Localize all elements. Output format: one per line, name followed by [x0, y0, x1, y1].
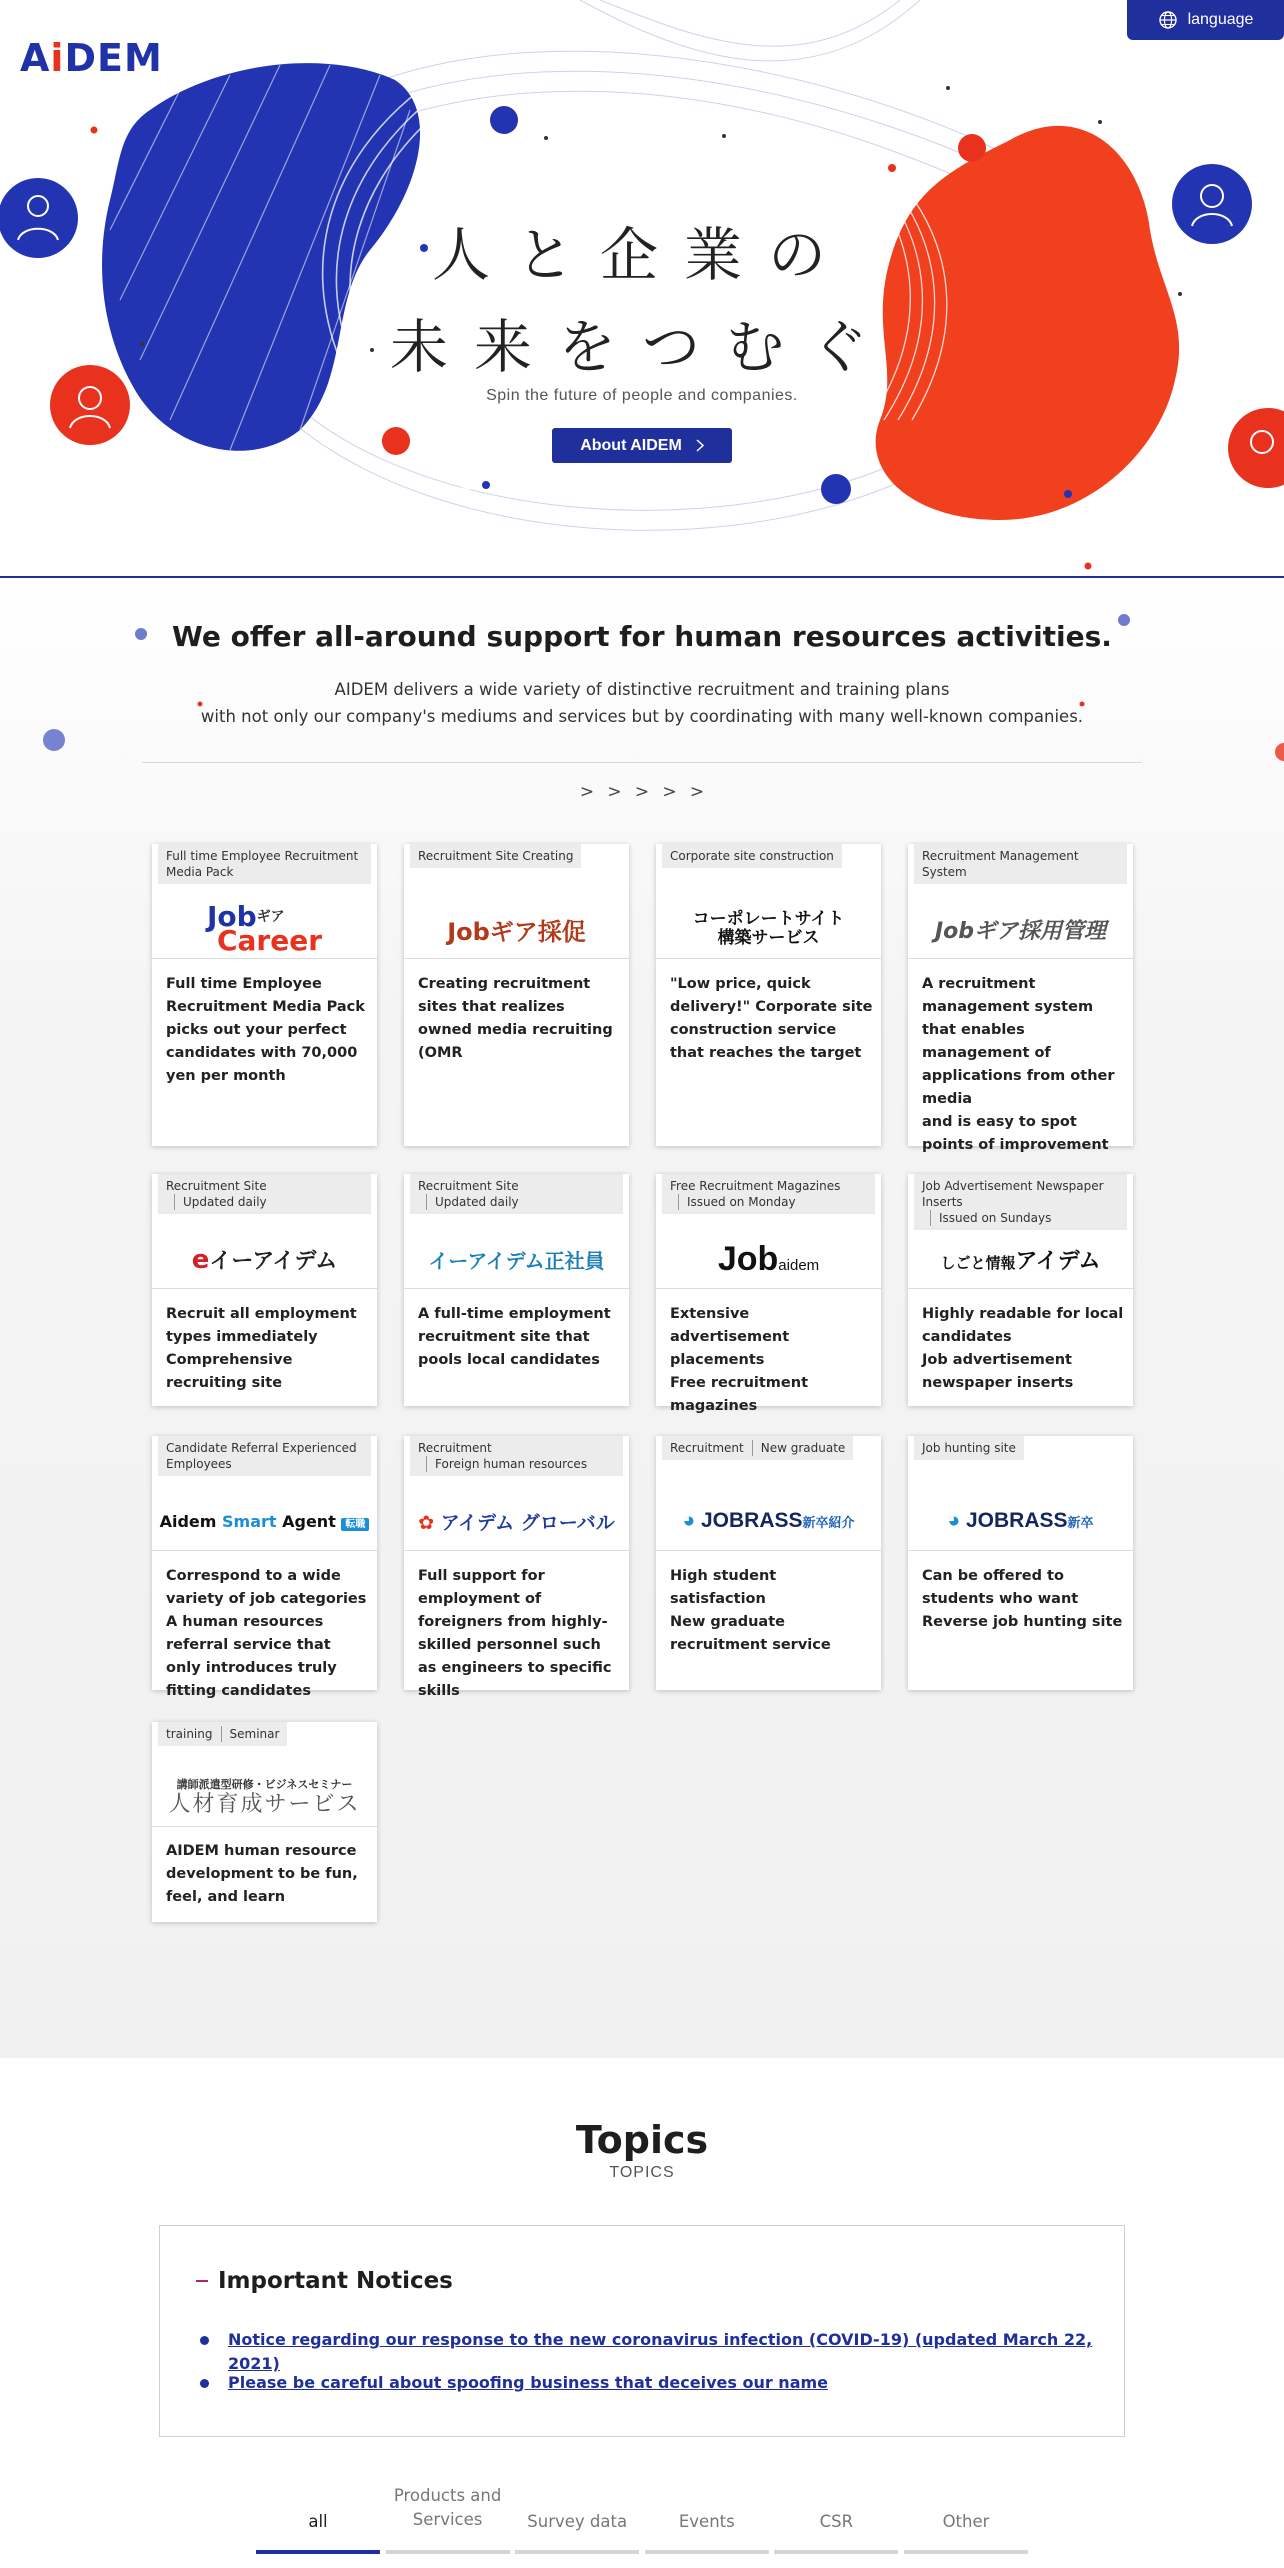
- global-mark-icon: ✿: [418, 1511, 441, 1534]
- card-tags: [410, 1436, 623, 1476]
- card-tag: Issued on Monday: [678, 1194, 796, 1210]
- tab-label: [256, 2510, 380, 2534]
- card-logo: [656, 1496, 881, 1546]
- globe-icon: [1158, 10, 1178, 30]
- tab-underline: [774, 2550, 898, 2554]
- tab-label: [515, 2510, 639, 2534]
- support-desc-line2: with not only our company's mediums and services but by coordinating with many well-known companies.: [200, 707, 1084, 726]
- card-desc-line: Recruit all employment types immediately: [166, 1306, 357, 1345]
- tab-label-line: Events: [678, 2512, 735, 2531]
- card-logo: [404, 1234, 629, 1284]
- logo-word: イーアイデム: [209, 1248, 338, 1274]
- tab-label: [774, 2510, 898, 2534]
- card-desc-line: Creating recruitment sites that realizes owned media recruiting (OMR: [418, 976, 613, 1061]
- service-logo: [428, 1245, 604, 1274]
- tab-label: [904, 2510, 1028, 2534]
- card-divider: [404, 1288, 629, 1289]
- card-desc-line: "Low price, quick delivery!" Corporate site construction service that reaches the target: [670, 976, 873, 1061]
- logo-word: 採用管理: [1018, 918, 1107, 944]
- card-tag-group: [410, 1436, 623, 1476]
- chevron-right-icon[interactable]: >: [689, 782, 705, 802]
- service-logo: [447, 912, 586, 947]
- card-description: [922, 973, 1125, 1157]
- logo-line: 構築サービス: [717, 928, 820, 948]
- service-card[interactable]: [656, 1174, 881, 1414]
- card-divider: [152, 1288, 377, 1289]
- logo-text-dem: DEM: [64, 36, 163, 80]
- card-desc-line: A recruitment management system: [922, 976, 1094, 1015]
- card-tag: Full time Employee Recruitment Media Pack: [166, 849, 359, 879]
- card-desc-line: Can be offered to students who want: [922, 1568, 1079, 1607]
- service-card[interactable]: [152, 1722, 377, 1922]
- card-divider: [656, 1550, 881, 1551]
- service-logo: [693, 910, 845, 948]
- tab-label-line: Survey data: [527, 2512, 628, 2531]
- card-tag-group: [158, 1722, 287, 1746]
- service-logo: [718, 1240, 819, 1279]
- card-tags: [410, 1174, 623, 1214]
- card-desc-line: Reverse job hunting site: [922, 1614, 1123, 1630]
- service-logo: [947, 1509, 1093, 1533]
- logo-text-i: i: [50, 36, 65, 80]
- tab-label-line: CSR: [819, 2512, 854, 2531]
- logo-word: JOBRASS: [965, 1509, 1068, 1532]
- card-desc-line: Free recruitment magazines: [670, 1375, 808, 1414]
- card-divider: [908, 1288, 1133, 1289]
- logo-text-a: A: [20, 36, 51, 80]
- topics-tab[interactable]: [256, 2484, 380, 2568]
- card-tag: Recruitment Management System: [922, 849, 1079, 879]
- card-tag-group: [410, 1174, 623, 1214]
- card-tags: [914, 844, 1127, 884]
- card-desc-line: Full support for employment of foreigners from highly-skilled personnel such as engineers to specific skills: [418, 1568, 612, 1699]
- logo-word: Career: [216, 924, 323, 957]
- card-tags: [914, 1436, 1127, 1460]
- logo-word: JOBRASS: [700, 1509, 803, 1532]
- logo-word: Agent: [282, 1511, 342, 1531]
- service-logo: [935, 914, 1106, 945]
- card-tag: Issued on Sundays: [930, 1210, 1051, 1226]
- card-desc-line: Correspond to a wide variety of job categories: [166, 1568, 367, 1607]
- service-logo: [418, 1508, 615, 1535]
- logo-word: 新卒: [1067, 1515, 1094, 1530]
- card-tag: Recruitment Site: [166, 1179, 267, 1193]
- topics-title: Topics: [575, 2118, 709, 2162]
- card-tag-group: [410, 844, 581, 868]
- language-button[interactable]: [1127, 0, 1284, 40]
- card-tag: Seminar: [221, 1726, 280, 1742]
- service-card[interactable]: [404, 1174, 629, 1406]
- tab-label: [386, 2484, 510, 2532]
- card-divider: [656, 1288, 881, 1289]
- notice-link[interactable]: Please be careful about spoofing business that deceives our name: [200, 2371, 1124, 2414]
- card-description: [670, 973, 873, 1065]
- tab-label-line: Products and: [393, 2486, 502, 2505]
- about-aidem-label: About AIDEM: [580, 436, 682, 454]
- card-logo: [908, 904, 1133, 954]
- support-description: [0, 676, 1284, 730]
- logo-mark: e: [191, 1244, 210, 1275]
- card-tag: Updated daily: [426, 1194, 519, 1210]
- aidem-logo[interactable]: [20, 36, 163, 80]
- tab-label-line: all: [308, 2512, 328, 2531]
- card-desc-line: and is easy to spot points of improvement: [922, 1114, 1109, 1153]
- topics-section: [0, 2058, 1284, 2568]
- important-notices-box: [159, 2225, 1125, 2437]
- card-tag: Job Advertisement Newspaper Inserts: [922, 1179, 1104, 1209]
- hero-title-line2: 未来をつむぐ: [389, 313, 894, 381]
- card-tag: Free Recruitment Magazines: [670, 1179, 841, 1193]
- tab-label: [645, 2510, 769, 2534]
- card-description: [418, 973, 621, 1065]
- card-tags: [410, 844, 623, 868]
- tab-label-line: Other: [942, 2512, 990, 2531]
- card-desc-line: AIDEM human resource development to be fun, feel, and learn: [166, 1843, 358, 1905]
- notice-dash-icon: [196, 2280, 208, 2282]
- card-logo: [152, 1234, 377, 1284]
- support-divider: [142, 762, 1142, 763]
- card-desc-line: Job advertisement newspaper inserts: [922, 1352, 1074, 1391]
- card-tag: Job hunting site: [922, 1441, 1016, 1455]
- card-divider: [908, 958, 1133, 959]
- logo-word: Smart: [222, 1511, 283, 1531]
- language-label: language: [1187, 11, 1254, 28]
- card-divider: [404, 1550, 629, 1551]
- logo-word: しごと情報: [940, 1253, 1016, 1272]
- topics-tab[interactable]: [904, 2484, 1028, 2568]
- service-card[interactable]: [404, 1436, 629, 1699]
- logo-word: 採促: [537, 917, 586, 946]
- tab-underline: [645, 2550, 769, 2554]
- carousel-nav: [578, 782, 706, 802]
- logo-word: Jobギア: [447, 917, 538, 946]
- card-divider: [404, 958, 629, 959]
- card-divider: [656, 958, 881, 959]
- service-logo: [941, 1244, 1101, 1275]
- card-tag-group: [158, 844, 371, 884]
- notices-list: [200, 2328, 1124, 2414]
- card-tag: training: [166, 1727, 213, 1741]
- card-tag: Updated daily: [174, 1194, 267, 1210]
- card-tag: Recruitment Site: [418, 1179, 519, 1193]
- tab-underline: [904, 2550, 1028, 2554]
- logo-word: aidem: [778, 1256, 820, 1274]
- card-description: [418, 1303, 621, 1372]
- card-tags: [158, 1436, 371, 1476]
- support-desc-line1: AIDEM delivers a wide variety of distinctive recruitment and training plans: [334, 680, 950, 699]
- hero-title-line1: 人と企業の: [431, 221, 852, 289]
- card-desc-line: High student satisfaction: [670, 1568, 777, 1607]
- logo-word: Job: [206, 900, 257, 933]
- tab-underline: [386, 2550, 510, 2554]
- notice-link[interactable]: Notice regarding our response to the new coronavirus infection (COVID-19) (updated March 22, 2021): [200, 2328, 1124, 2371]
- logo-word: 新卒紹介: [802, 1515, 855, 1530]
- card-desc-line: New graduate recruitment service: [670, 1614, 831, 1653]
- topics-tab[interactable]: [515, 2484, 639, 2568]
- topics-tab[interactable]: [645, 2484, 769, 2568]
- service-logo: [160, 1512, 370, 1531]
- card-description: [922, 1303, 1125, 1395]
- logo-line: 人材育成サービス: [168, 1792, 361, 1817]
- topics-tabs: [256, 2484, 1028, 2568]
- logo-word: イーアイデム: [428, 1248, 545, 1273]
- service-card[interactable]: [152, 844, 377, 1146]
- card-logo: [908, 1496, 1133, 1546]
- card-tag: Recruitment: [418, 1441, 492, 1455]
- card-divider: [908, 1550, 1133, 1551]
- card-desc-line: A full-time employment recruitment site that pools local candidates: [418, 1306, 611, 1368]
- card-tags: [158, 1174, 371, 1214]
- notices-title: [196, 2268, 453, 2294]
- service-card[interactable]: [908, 1436, 1133, 1690]
- topics-tab[interactable]: [774, 2484, 898, 2568]
- card-logo: [404, 1496, 629, 1546]
- card-tag-group: [914, 1174, 1127, 1230]
- service-card[interactable]: [656, 844, 881, 1146]
- card-tags: [662, 1436, 875, 1460]
- card-tag-group: [158, 1436, 371, 1476]
- card-tag-group: [158, 1174, 371, 1214]
- card-logo: [404, 904, 629, 954]
- notices-title-text: Important Notices: [218, 2268, 453, 2294]
- card-tags: [158, 844, 371, 884]
- hero-section: [0, 0, 1284, 578]
- card-tag-group: [662, 1436, 853, 1460]
- card-description: [418, 1565, 621, 1703]
- logo-word: アイデム: [1015, 1248, 1101, 1274]
- support-title: We offer all-around support for human resources activities.: [172, 620, 1112, 653]
- card-divider: [152, 1550, 377, 1551]
- tab-underline: [515, 2550, 639, 2554]
- card-tag: Candidate Referral Experienced Employees: [166, 1441, 357, 1471]
- logo-badge: 転職: [341, 1518, 369, 1531]
- service-logo: [206, 900, 323, 957]
- service-card[interactable]: [908, 1174, 1133, 1406]
- card-description: [670, 1565, 873, 1657]
- card-tag: Recruitment Site Creating: [418, 849, 574, 863]
- card-logo: [152, 1770, 377, 1820]
- logo-line: コーポレートサイト: [692, 909, 845, 929]
- chevron-right-icon[interactable]: >: [634, 782, 650, 802]
- card-tag-group: [662, 844, 842, 868]
- card-logo: [152, 1496, 377, 1546]
- service-logo: [682, 1509, 854, 1533]
- support-section: [0, 578, 1284, 2058]
- card-divider: [152, 1826, 377, 1827]
- logo-kana: ギア: [256, 909, 285, 925]
- hero-subtitle: Spin the future of people and companies.: [486, 387, 798, 404]
- about-aidem-button[interactable]: [552, 428, 732, 463]
- topics-tab[interactable]: [386, 2484, 510, 2568]
- card-tag: New graduate: [752, 1440, 846, 1456]
- jobrass-mark-icon: ◕: [682, 1509, 701, 1532]
- card-logo: [908, 1234, 1133, 1284]
- card-description: [166, 1565, 369, 1703]
- tab-underline: [256, 2550, 380, 2554]
- logo-line: 講師派遣型研修・ビジネスセミナー: [176, 1778, 353, 1791]
- card-desc-line: A human resources referral service that only introduces truly fitting candidates: [166, 1614, 337, 1699]
- topics-subtitle: TOPICS: [609, 2164, 675, 2181]
- chevron-right-icon[interactable]: >: [579, 782, 595, 802]
- card-description: [166, 1840, 369, 1909]
- card-description: [670, 1303, 873, 1418]
- logo-word: 正社員: [544, 1248, 605, 1273]
- service-card[interactable]: [908, 844, 1133, 1153]
- logo-word: Jobギア: [934, 918, 1019, 944]
- card-tags: [158, 1722, 371, 1746]
- service-card[interactable]: [656, 1436, 881, 1690]
- card-tags: [662, 844, 875, 868]
- card-desc-line: Full time Employee Recruitment Media Pack picks out your perfect candidates with 70,000 yen per month: [166, 976, 365, 1084]
- card-desc-line: Highly readable for local candidates: [922, 1306, 1124, 1345]
- card-tag: Corporate site construction: [670, 849, 834, 863]
- card-description: [166, 1303, 369, 1395]
- card-divider: [152, 958, 377, 959]
- card-description: [922, 1565, 1125, 1634]
- card-desc-line: Extensive advertisement placements: [670, 1306, 790, 1368]
- card-tag-group: [662, 1174, 875, 1214]
- logo-word: アイデム グローバル: [440, 1511, 615, 1534]
- card-desc-line: Comprehensive recruiting site: [166, 1352, 293, 1391]
- chevron-right-icon[interactable]: >: [662, 782, 677, 802]
- card-logo: [656, 904, 881, 954]
- card-desc-line: that enables management of applications from other media: [922, 1022, 1115, 1107]
- tab-label-line: Services: [412, 2510, 483, 2529]
- card-tag-group: [914, 844, 1127, 884]
- card-description: [166, 973, 369, 1088]
- card-tags: [662, 1174, 875, 1214]
- card-tag: Recruitment: [670, 1441, 744, 1455]
- service-card[interactable]: [152, 1436, 377, 1699]
- jobrass-mark-icon: ◕: [947, 1509, 966, 1532]
- card-tags: [914, 1174, 1127, 1230]
- service-card[interactable]: [404, 844, 629, 1146]
- chevron-right-icon[interactable]: >: [607, 782, 622, 802]
- logo-word: Job: [717, 1239, 779, 1278]
- service-logo: [168, 1775, 360, 1815]
- card-tag: Foreign human resources: [426, 1456, 587, 1472]
- card-logo: [656, 1234, 881, 1284]
- service-card[interactable]: [152, 1174, 377, 1406]
- chevron-right-icon: [696, 439, 704, 452]
- logo-word: Aidem: [159, 1511, 222, 1531]
- card-tag-group: [914, 1436, 1024, 1460]
- card-logo: [152, 900, 377, 957]
- service-logo: [192, 1244, 337, 1275]
